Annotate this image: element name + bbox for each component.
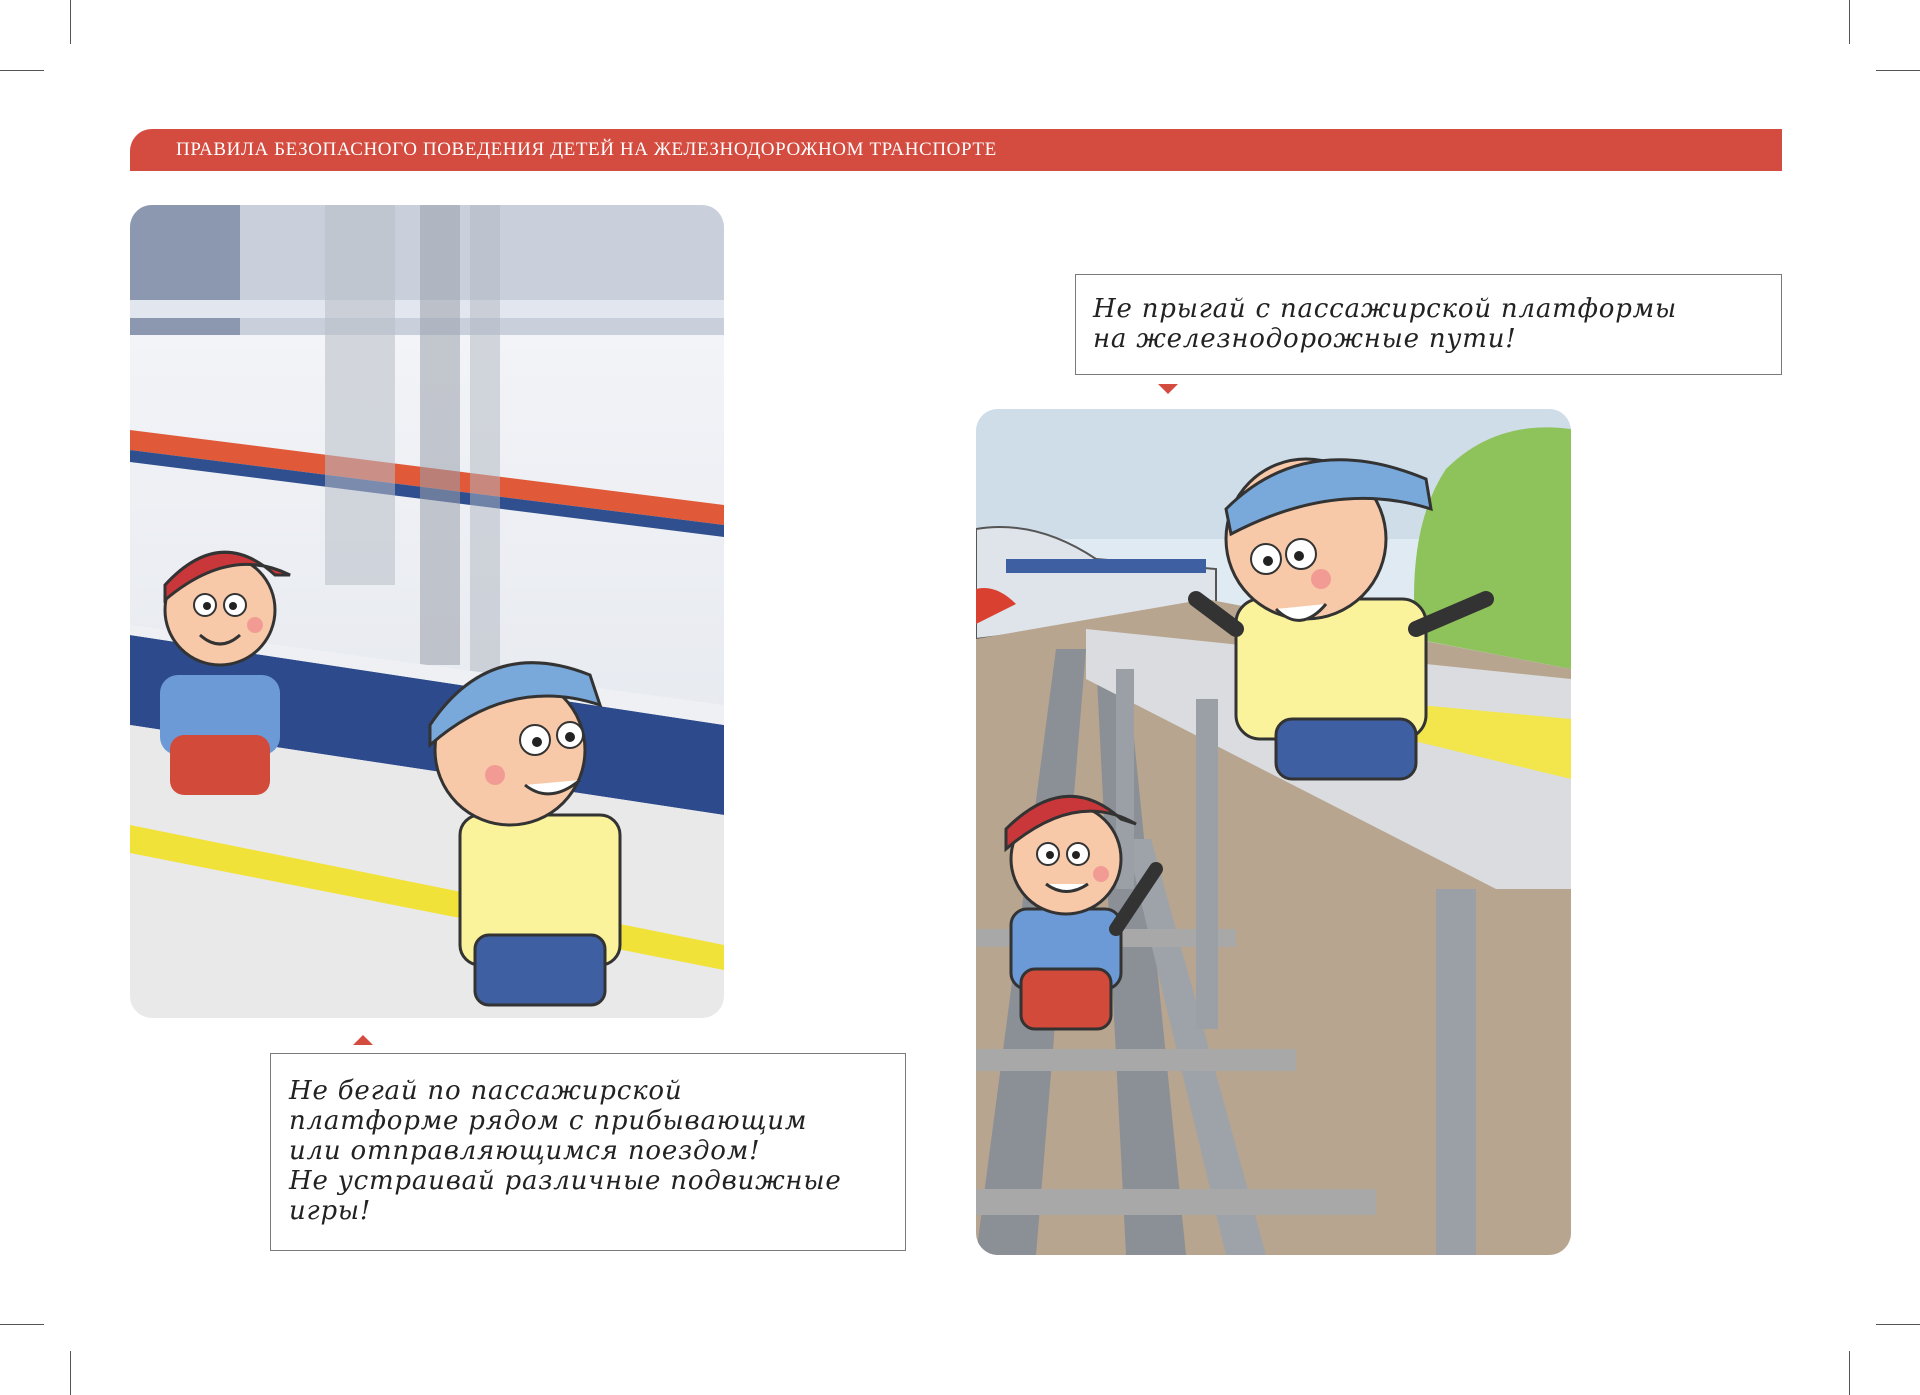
caption-line: или отправляющимся поездом! <box>289 1136 761 1166</box>
illustration-jumping-from-platform <box>976 409 1571 1255</box>
caption-box-jumping <box>1075 274 1782 375</box>
running-near-train-illustration <box>130 205 724 1018</box>
illustration-running-near-train <box>130 205 724 1018</box>
crop-mark <box>1876 1324 1920 1325</box>
caption-line: Не устраивай различные подвижные <box>289 1166 842 1196</box>
crop-mark <box>0 70 44 71</box>
crop-mark <box>70 0 71 44</box>
crop-mark <box>70 1351 71 1395</box>
caption-box-running <box>270 1053 906 1251</box>
crop-mark <box>0 1324 44 1325</box>
caption-line: игры! <box>289 1196 372 1226</box>
jumping-from-platform-illustration <box>976 409 1571 1255</box>
header-banner <box>130 129 1782 171</box>
caption-pointer-left <box>353 1035 373 1045</box>
header-title: ПРАВИЛА БЕЗОПАСНОГО ПОВЕДЕНИЯ ДЕТЕЙ НА ЖЕЛЕЗНОДОРОЖНОМ ТРАНСПОРТЕ <box>176 139 997 160</box>
caption-pointer-right <box>1158 384 1178 394</box>
caption-line: на железнодорожные пути! <box>1093 324 1517 354</box>
caption-line: Не прыгай с пассажирской платформы <box>1093 294 1677 324</box>
caption-line: Не бегай по пассажирской <box>289 1076 683 1106</box>
crop-mark <box>1849 1351 1850 1395</box>
crop-mark <box>1876 70 1920 71</box>
caption-line: платформе рядом с прибывающим <box>289 1106 808 1136</box>
crop-mark <box>1849 0 1850 44</box>
